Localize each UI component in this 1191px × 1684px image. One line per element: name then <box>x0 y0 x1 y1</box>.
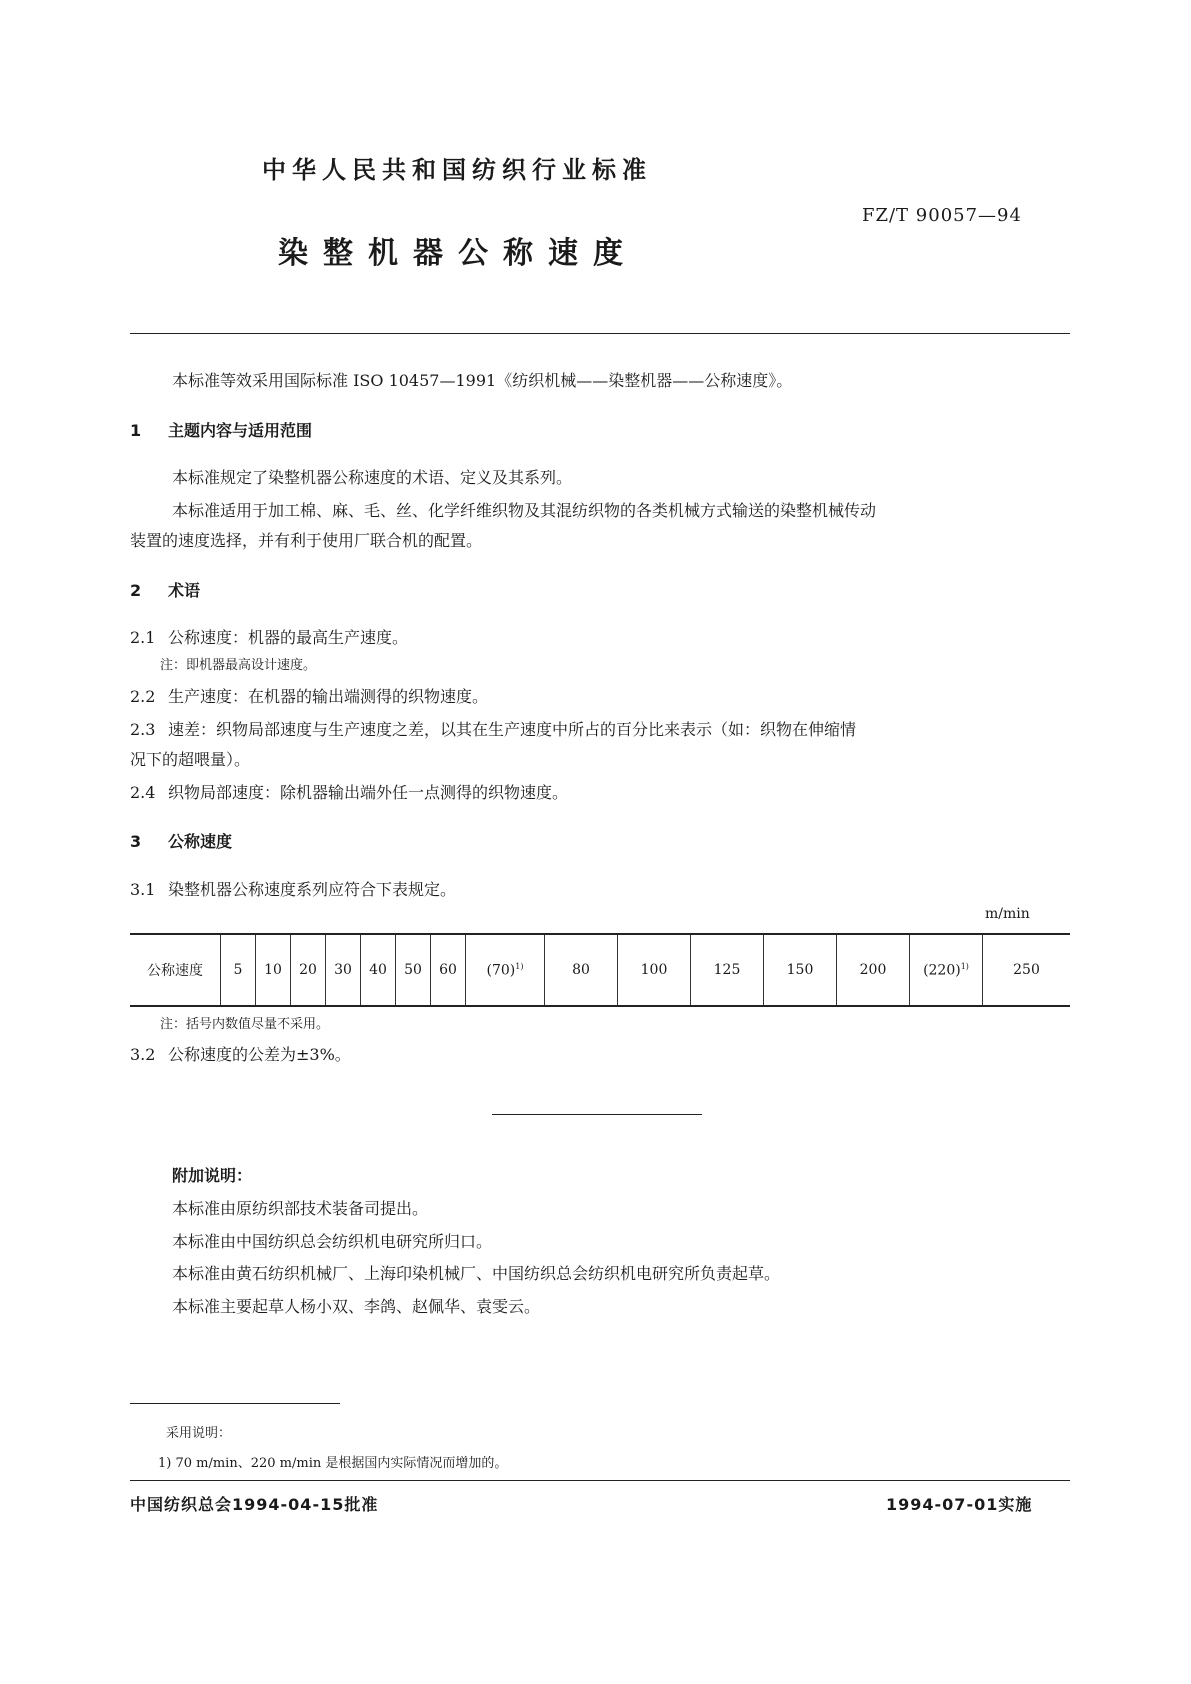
term-2-1 <box>130 625 408 648</box>
section-1-para2-line1: 本标准适用于加工棉、麻、毛、丝、化学纤维织物及其混纺织物的各类机械方式输送的染整机械传动 <box>172 501 877 520</box>
term-text: 织物局部速度：除机器输出端外任一点测得的织物速度。 <box>168 783 569 802</box>
appendix-line: 本标准由黄石纺织机械厂、上海印染机械厂、中国纺织总会纺织机电研究所负责起草。 <box>172 1264 781 1283</box>
approval-date: 中国纺织总会1994-04-15批准 <box>130 1495 379 1514</box>
table-cell-value: (70) <box>486 962 516 979</box>
section-1-heading <box>130 418 312 441</box>
section-3-number: 3 <box>130 832 142 851</box>
table-cell: 150 <box>764 934 837 1006</box>
appendix-line: 本标准由原纺织部技术装备司提出。 <box>172 1199 429 1218</box>
term-2-3 <box>130 717 856 740</box>
footnote-text: 1) 70 m/min、220 m/min 是根据国内实际情况而增加的。 <box>158 1456 508 1471</box>
table-cell: 125 <box>691 934 764 1006</box>
footnote-divider <box>130 1403 340 1404</box>
term-text: 速差：织物局部速度与生产速度之差，以其在生产速度中所占的百分比来表示（如：织物在伸缩情 <box>168 720 857 739</box>
standard-number: FZ/T 90057—94 <box>862 205 1022 226</box>
section-3-title: 公称速度 <box>168 832 233 851</box>
section-2-number: 2 <box>130 581 142 600</box>
term-text: 公称速度：机器的最高生产速度。 <box>168 628 409 647</box>
table-row <box>130 934 1070 1006</box>
section-1-para1: 本标准规定了染整机器公称速度的术语、定义及其系列。 <box>172 468 573 487</box>
header-divider <box>130 333 1070 334</box>
table-cell: 20 <box>291 934 326 1006</box>
term-number: 2.3 <box>130 720 156 739</box>
footnote-mark: 1) <box>960 961 969 971</box>
table-note: 注：括号内数值尽量不采用。 <box>160 1017 330 1032</box>
section-3-heading <box>130 829 232 852</box>
end-divider <box>492 1114 702 1115</box>
item-text: 染整机器公称速度系列应符合下表规定。 <box>168 880 457 899</box>
table-cell: 250 <box>983 934 1071 1006</box>
table-cell: 50 <box>396 934 431 1006</box>
table-cell: 200 <box>837 934 910 1006</box>
table-cell: 5 <box>221 934 256 1006</box>
document-title: 染整机器公称速度 <box>278 236 638 271</box>
table-cell: 40 <box>361 934 396 1006</box>
term-number: 2.4 <box>130 783 156 802</box>
table-cell-value: (220) <box>923 962 961 979</box>
appendix-heading: 附加说明： <box>172 1166 253 1185</box>
section-1-title: 主题内容与适用范围 <box>168 421 313 440</box>
term-text: 生产速度：在机器的输出端测得的织物速度。 <box>168 687 489 706</box>
intro-paragraph: 本标准等效采用国际标准 ISO 10457—1991《纺织机械——染整机器——公称速度》。 <box>172 371 793 390</box>
table-cell: 30 <box>326 934 361 1006</box>
table-cell: 80 <box>545 934 618 1006</box>
item-text: 公称速度的公差为±3%。 <box>168 1045 351 1064</box>
section-2-title: 术语 <box>168 581 201 600</box>
effective-date: 1994-07-01实施 <box>886 1495 1033 1514</box>
table-cell: 60 <box>431 934 466 1006</box>
term-number: 2.1 <box>130 628 156 647</box>
table-unit: m/min <box>985 906 1030 922</box>
table-cell-footnoted <box>910 934 983 1006</box>
item-number: 3.1 <box>130 880 156 899</box>
standard-category-title: 中华人民共和国纺织行业标准 <box>262 156 652 184</box>
section-1-para2-line2: 装置的速度选择，并有利于使用厂联合机的配置。 <box>130 531 483 550</box>
section-1-number: 1 <box>130 421 142 440</box>
table-cell: 100 <box>618 934 691 1006</box>
item-3-1 <box>130 877 456 900</box>
appendix-line: 本标准由中国纺织总会纺织机电研究所归口。 <box>172 1232 493 1251</box>
footer-divider <box>130 1480 1070 1481</box>
term-2-1-note: 注：即机器最高设计速度。 <box>160 658 317 673</box>
table-cell: 10 <box>256 934 291 1006</box>
term-2-4 <box>130 780 568 803</box>
term-number: 2.2 <box>130 687 156 706</box>
footnote-heading: 采用说明： <box>166 1426 232 1441</box>
table-row-label: 公称速度 <box>147 963 203 979</box>
item-3-2 <box>130 1042 351 1065</box>
table-cell-footnoted <box>466 934 545 1006</box>
term-2-2 <box>130 684 488 707</box>
speed-table <box>130 933 1070 1007</box>
section-2-heading <box>130 578 200 601</box>
appendix-line: 本标准主要起草人杨小双、李鸽、赵佩华、袁雯云。 <box>172 1297 541 1316</box>
footnote-mark: 1) <box>515 961 524 971</box>
item-number: 3.2 <box>130 1045 156 1064</box>
term-2-3-continuation: 况下的超喂量）。 <box>130 750 251 769</box>
